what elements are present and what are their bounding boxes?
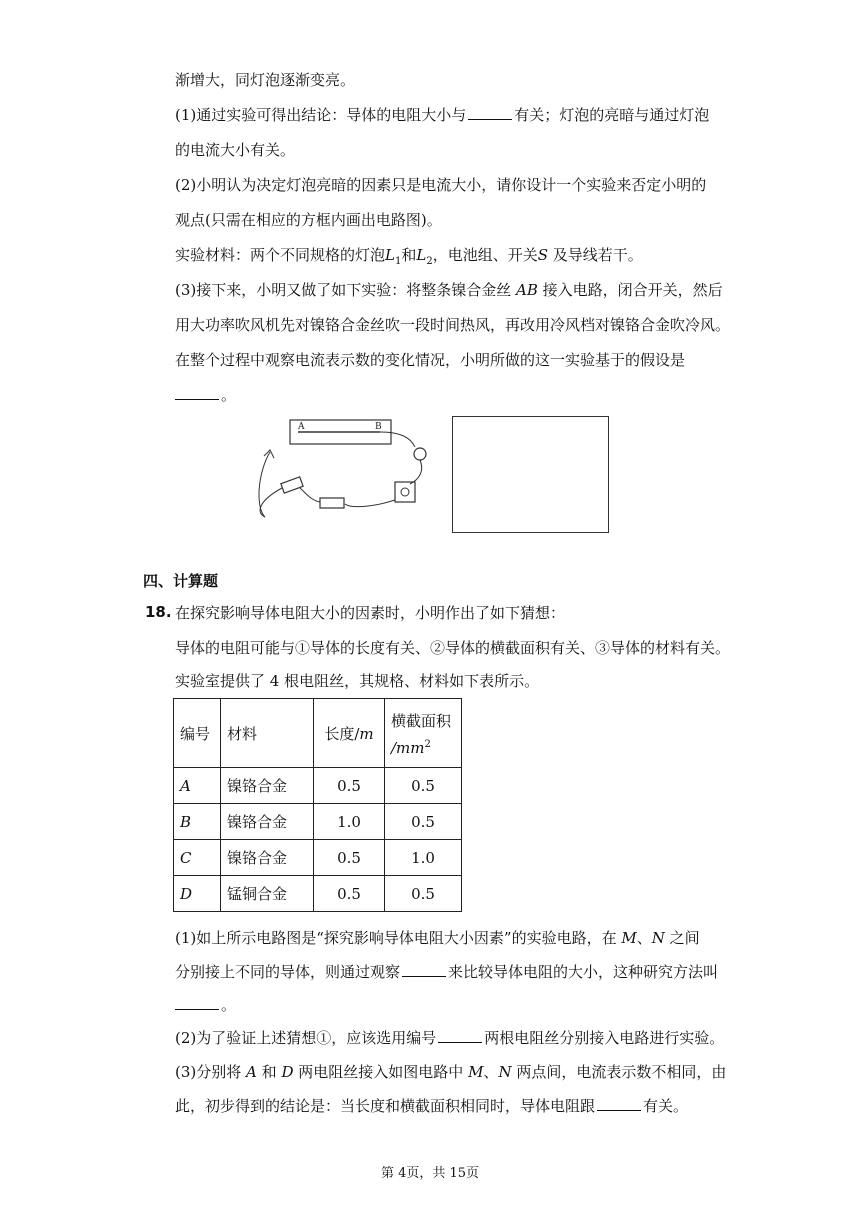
- q17-part1-text: (1)通过实验可得出结论：导体的电阻大小与: [175, 106, 467, 124]
- wire: [410, 460, 422, 484]
- q18-sub1-text: (1)如上所示电路图是“探究影响导体电阻大小因素”的实验电路，在: [175, 929, 617, 947]
- q18-lab: 实验室提供了 4 根电阻丝，其规格、材料如下表所示。: [175, 672, 540, 690]
- q18-sub3-text: 两电阻丝接入如图电路中: [298, 1063, 464, 1081]
- var-S: S: [537, 246, 549, 264]
- table-cell: 镍铬合金: [221, 768, 314, 804]
- table-row: [174, 804, 462, 840]
- table-cell: 0.5: [314, 876, 385, 912]
- q18-sub3-cont: [175, 1096, 688, 1116]
- wire-spec-table: [173, 698, 462, 912]
- table-cell: [174, 876, 221, 912]
- table-cell: [174, 804, 221, 840]
- q18-sub1-text: 、: [636, 929, 652, 947]
- table-cell: 1.0: [385, 840, 462, 876]
- q18-sub3-text: 和: [261, 1063, 277, 1081]
- subscript: 2: [426, 256, 433, 267]
- q17-part3-text: (3)接下来，小明又做了如下实验：将整条镍合金丝: [175, 281, 512, 299]
- q17-part1: [175, 105, 709, 125]
- q18-intro: 在探究影响导体电阻大小的因素时，小明作出了如下猜想：: [175, 604, 566, 622]
- q17-continuation: 渐增大，同灯泡逐渐变亮。: [175, 71, 356, 89]
- q17-part3-text: 。: [221, 386, 237, 404]
- q17-part1-cont: 的电流大小有关。: [175, 141, 296, 159]
- q17-part2: (2)小明认为决定灯泡亮暗的因素只是电流大小，请你设计一个实验来否定小明的: [175, 176, 707, 194]
- var-AB: AB: [516, 281, 538, 299]
- ammeter-icon: [395, 482, 415, 502]
- q17-part1-text: 有关；灯泡的亮暗与通过灯泡: [514, 106, 710, 124]
- table-cell: 镍铬合金: [221, 804, 314, 840]
- answer-blank[interactable]: [597, 1096, 641, 1111]
- q17-part2-cont: 观点(只需在相应的方框内画出电路图)。: [175, 211, 442, 229]
- materials-text: 及导线若干。: [552, 246, 643, 264]
- wire: [259, 452, 282, 517]
- q17-materials: [175, 245, 643, 272]
- q18-sub1-text: 分别接上不同的导体，则通过观察: [175, 963, 401, 981]
- q18-sub1-text: 。: [221, 996, 237, 1014]
- table-cell: 0.5: [385, 804, 462, 840]
- table-cell: 锰铜合金: [221, 876, 314, 912]
- table-cell: 0.5: [385, 768, 462, 804]
- var-N: N: [651, 929, 665, 947]
- wire: [300, 488, 320, 502]
- q18-sub3: [175, 1062, 726, 1082]
- q17-part3-text: 接入电路，闭合开关，然后: [542, 281, 723, 299]
- table-row: [174, 768, 462, 804]
- q18-sub1-answer: [175, 995, 236, 1015]
- table-header-cell: 材料: [221, 699, 314, 768]
- unit-mm: /mm: [391, 738, 425, 757]
- table-cell: 0.5: [314, 840, 385, 876]
- var-A: A: [246, 1063, 257, 1081]
- page-footer: 第 4页，共 15页: [380, 1166, 480, 1181]
- var-N: N: [498, 1063, 512, 1081]
- wire: [380, 432, 415, 447]
- answer-blank[interactable]: [175, 385, 219, 400]
- q17-part3-answer: [175, 385, 236, 405]
- cell-id: A: [180, 776, 191, 795]
- label-A: A: [298, 422, 305, 432]
- materials-text: ，电池组、开关: [432, 246, 538, 264]
- table-cell: [174, 840, 221, 876]
- table-header-cell: [385, 699, 462, 768]
- unit-m: m: [359, 724, 374, 743]
- q18-sub3-text: 两点间，电流表示数不相同，由: [516, 1063, 727, 1081]
- switch-icon: [281, 477, 303, 493]
- q18-sub2: [175, 1028, 724, 1048]
- answer-blank[interactable]: [402, 962, 446, 977]
- var-M: M: [621, 929, 637, 947]
- var-M: M: [468, 1063, 484, 1081]
- subscript: 1: [394, 256, 402, 267]
- var-L: L: [416, 246, 427, 264]
- bulb-icon: [414, 448, 426, 460]
- header-text: 横截面积: [391, 711, 452, 730]
- answer-blank[interactable]: [438, 1028, 482, 1043]
- q17-part3-cont: 在整个过程中观察电流表示数的变化情况，小明所做的这一实验基于的假设是: [175, 351, 686, 369]
- var-L: L: [385, 246, 395, 264]
- table-cell: [174, 768, 221, 804]
- q18-sub2-text: (2)为了验证上述猜想①，应该选用编号: [175, 1029, 437, 1047]
- table-header-row: [174, 699, 462, 768]
- superscript: 2: [424, 738, 431, 750]
- table-header-cell: [314, 699, 385, 768]
- q18-sub1-text: 来比较导体电阻的大小，这种研究方法叫: [448, 963, 719, 981]
- table-row: [174, 876, 462, 912]
- wire: [345, 500, 395, 507]
- ammeter-dial: [401, 488, 409, 496]
- label-B: B: [375, 422, 382, 432]
- header-text: 长度/: [324, 724, 360, 743]
- q17-part3-cont: 用大功率吹风机先对镍铬合金丝吹一段时间热风，再改用冷风档对镍铬合金吹冷风。: [175, 316, 731, 334]
- q18-sub1-cont: [175, 962, 718, 982]
- answer-blank[interactable]: [468, 105, 512, 120]
- q18-guess: 导体的电阻可能与①导体的长度有关、②导体的横截面积有关、③导体的材料有关。: [175, 639, 731, 657]
- battery-icon: [320, 498, 344, 508]
- q17-part3: [175, 280, 723, 300]
- q18-sub3-text: 此，初步得到的结论是：当长度和横截面积相同时，导体电阻跟: [175, 1097, 596, 1115]
- table-cell: 0.5: [385, 876, 462, 912]
- var-D: D: [281, 1063, 294, 1081]
- q18-sub1: [175, 928, 700, 948]
- table-cell: 1.0: [314, 804, 385, 840]
- table-header-cell: 编号: [174, 699, 221, 768]
- cell-id: B: [180, 812, 192, 831]
- cell-id: D: [180, 884, 193, 903]
- q18-sub3-text: (3)分别将: [175, 1063, 242, 1081]
- section-title: 四、计算题: [143, 572, 219, 590]
- q18-sub3-text: 有关。: [643, 1097, 689, 1115]
- cell-id: C: [180, 848, 192, 867]
- q18-sub2-text: 两根电阻丝分别接入电路进行实验。: [484, 1029, 725, 1047]
- answer-blank[interactable]: [175, 995, 219, 1010]
- q18-sub3-text: 、: [483, 1063, 499, 1081]
- q18-sub1-text: 之间: [669, 929, 700, 947]
- circuit-drawing-box[interactable]: [452, 416, 609, 533]
- materials-text: 实验材料：两个不同规格的灯泡: [175, 246, 386, 264]
- table-row: [174, 840, 462, 876]
- q18-number: 18.: [145, 603, 172, 621]
- header-unit: [391, 739, 455, 757]
- materials-text: 和: [401, 246, 417, 264]
- table-cell: 镍铬合金: [221, 840, 314, 876]
- table-cell: 0.5: [314, 768, 385, 804]
- circuit-figure: [250, 412, 440, 522]
